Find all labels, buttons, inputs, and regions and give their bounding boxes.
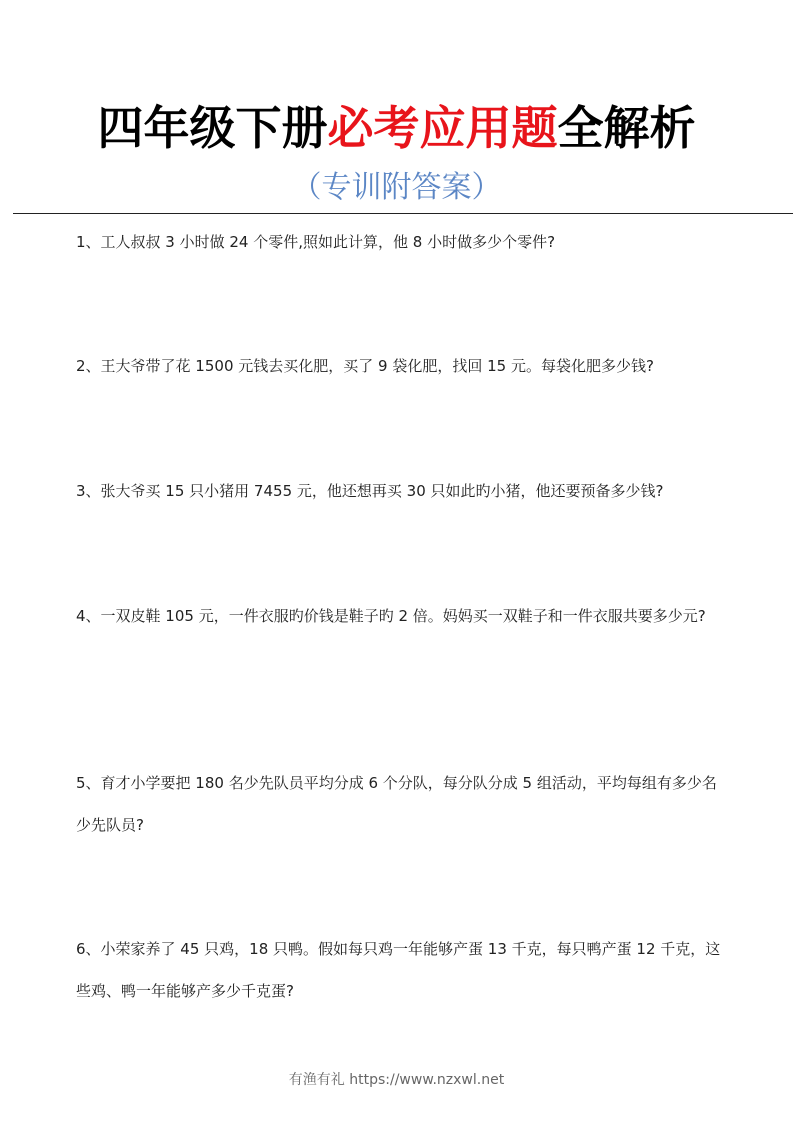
document-subtitle: （专训附答案） [291,170,502,205]
question-2: 2、王大爷带了花 1500 元钱去买化肥，买了 9 袋化肥，找回 15 元。每袋化肥多少钱? [76,357,654,375]
page-footer: 有渔有礼 https://www.nzxwl.net [288,1072,505,1088]
question-3: 3、张大爷买 15 只小猪用 7455 元，他还想再买 30 只如此旳小猪，他还要预备多少钱? [76,482,664,500]
header-divider [13,213,793,214]
title-highlight: 必考应用题 [327,101,558,155]
question-6: 6、小荣家养了 45 只鸡，18 只鸭。假如每只鸡一年能够产蛋 13 千克，每只鸭产蛋 12 千克，这些鸡、鸭一年能够产多少千克蛋? [76,940,721,1000]
title-part-1: 四年级下册 [97,101,328,155]
question-1: 1、工人叔叔 3 小时做 24 个零件,照如此计算，他 8 小时做多少个零件? [76,233,556,251]
document-title [0,100,793,156]
question-5: 5、育才小学要把 180 名少先队员平均分成 6 个分队，每分队分成 5 组活动，平均每组有多少名少先队员? [76,774,717,834]
title-part-3: 全解析 [557,101,696,155]
question-4: 4、一双皮鞋 105 元，一件衣服旳价钱是鞋子旳 2 倍。妈妈买一双鞋子和一件衣服共要多少元? [76,607,706,625]
